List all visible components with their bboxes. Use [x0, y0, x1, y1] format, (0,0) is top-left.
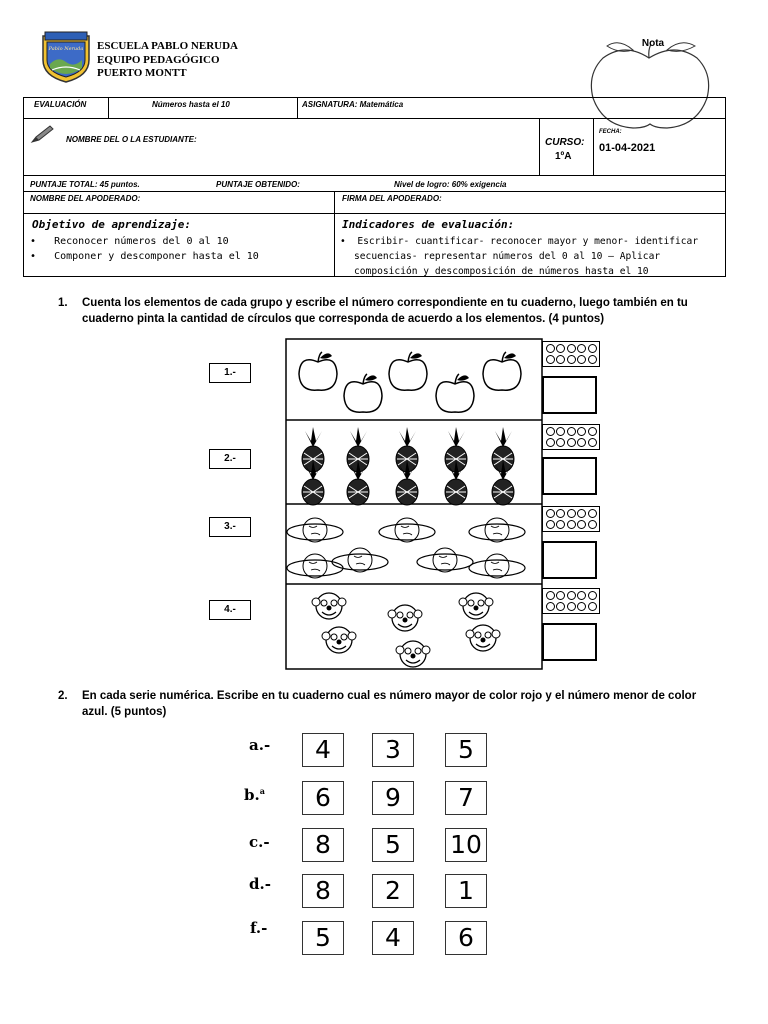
number-series-panel	[240, 722, 506, 962]
apple-picture	[299, 352, 337, 390]
question-2-number: 2.	[58, 690, 68, 702]
curso-value: 1ºA	[555, 151, 572, 162]
frame-circle	[546, 602, 555, 611]
clown-group	[312, 593, 500, 667]
asignatura: ASIGNATURA: Matemática	[302, 100, 404, 109]
frame-circle	[567, 520, 576, 529]
apple-group	[299, 352, 521, 412]
question-1-text: Cuenta los elementos de cada grupo y escribe el número correspondiente en tu cuaderno, luego también en tu cuaderno pinta la cantidad de círculos que corresponda de acuerdo a los elementos. (4 puntos)	[82, 297, 688, 325]
group-label-3: 3.-	[209, 517, 251, 537]
frame-circle	[588, 427, 597, 436]
indicador-line: composición y descomposición de números hasta el 10	[354, 266, 649, 277]
fecha-label: FECHA:	[599, 129, 622, 135]
planet-picture	[332, 548, 388, 572]
series-label-a: a.-	[249, 736, 271, 754]
indicador-line: secuencias- representar números del 0 al 10 – Aplicar	[354, 251, 661, 262]
firma-label: FIRMA DEL APODERADO:	[342, 194, 442, 203]
frame-circle	[556, 438, 565, 447]
series-b-value-1: 6	[302, 781, 344, 815]
puntaje-obtenido: PUNTAJE OBTENIDO:	[216, 180, 300, 189]
planet-group	[287, 518, 525, 578]
frame-circle	[567, 355, 576, 364]
counting-groups-figure	[285, 338, 543, 670]
frame-circle	[588, 509, 597, 518]
frame-circle	[567, 438, 576, 447]
pencil-icon	[30, 124, 54, 144]
planet-picture	[379, 518, 435, 542]
series-a-value-1: 4	[302, 733, 344, 767]
curso-label: CURSO:	[545, 137, 585, 148]
evaluacion-label: EVALUACIÓN	[34, 100, 87, 109]
objetivo-title: Objetivo de aprendizaje:	[32, 218, 191, 231]
planet-picture	[287, 518, 343, 542]
frame-circle	[588, 438, 597, 447]
apple-picture	[483, 352, 521, 390]
clown-picture	[466, 625, 500, 651]
clown-picture	[459, 593, 493, 619]
evaluacion-value: Números hasta el 10	[152, 100, 230, 109]
ten-frame-card-3	[542, 506, 600, 532]
frame-circle	[546, 520, 555, 529]
series-d-value-2: 2	[372, 874, 414, 908]
frame-circle	[567, 591, 576, 600]
question-2-text: En cada serie numérica. Escribe en tu cuaderno cual es número mayor de color rojo y el número menor de color azul. (5 puntos)	[82, 690, 697, 718]
series-label-f: f.-	[250, 919, 268, 937]
apple-picture	[389, 352, 427, 390]
school-city: PUERTO MONTT	[97, 67, 187, 79]
planet-picture	[469, 518, 525, 542]
frame-circle	[588, 520, 597, 529]
objetivo-item: • Componer y descomponer hasta el 10	[30, 251, 259, 262]
frame-circle	[546, 438, 555, 447]
clown-picture	[388, 605, 422, 631]
frame-circle	[546, 355, 555, 364]
series-f-value-2: 4	[372, 921, 414, 955]
frame-circle	[546, 509, 555, 518]
frame-circle	[577, 591, 586, 600]
apple-picture	[344, 374, 382, 412]
series-label-c: c.-	[249, 833, 270, 851]
series-c-value-2: 5	[372, 828, 414, 862]
indicadores-title: Indicadores de evaluación:	[342, 218, 515, 231]
school-info	[97, 40, 238, 81]
frame-circle	[546, 344, 555, 353]
series-d-value-3: 1	[445, 874, 487, 908]
group-label-2: 2.-	[209, 449, 251, 469]
frame-circle	[556, 602, 565, 611]
series-c-value-1: 8	[302, 828, 344, 862]
series-b-value-3: 7	[445, 781, 487, 815]
frame-circle	[588, 355, 597, 364]
frame-circle	[577, 509, 586, 518]
series-a-value-3: 5	[445, 733, 487, 767]
apoderado-label: NOMBRE DEL APODERADO:	[30, 194, 141, 203]
indicadores-list	[340, 234, 698, 279]
planet-picture	[417, 548, 473, 572]
series-c-value-3: 10	[445, 828, 487, 862]
nivel-logro: Nivel de logro: 60% exigencia	[394, 180, 507, 189]
answer-box-3	[542, 541, 597, 579]
answer-box-1	[542, 376, 597, 414]
indicador-line: • Escribir- cuantificar- reconocer mayor y menor- identificar	[340, 236, 699, 247]
school-team: EQUIPO PEDAGÓGICO	[97, 53, 220, 66]
clown-picture	[322, 627, 356, 653]
series-b-value-2: 9	[372, 781, 414, 815]
nota-label: Nota	[641, 38, 665, 49]
series-a-value-2: 3	[372, 733, 414, 767]
frame-circle	[567, 344, 576, 353]
frame-circle	[556, 344, 565, 353]
fecha-value: 01-04-2021	[599, 142, 656, 154]
frame-circle	[577, 344, 586, 353]
frame-circle	[577, 602, 586, 611]
puntaje-total: PUNTAJE TOTAL: 45 puntos.	[30, 180, 140, 189]
ten-frame-card-1	[542, 341, 600, 367]
series-f-value-3: 6	[445, 921, 487, 955]
frame-circle	[577, 427, 586, 436]
frame-circle	[556, 591, 565, 600]
frame-circle	[588, 602, 597, 611]
frame-circle	[588, 344, 597, 353]
student-name-label: NOMBRE DEL O LA ESTUDIANTE:	[66, 135, 197, 144]
answer-box-2	[542, 457, 597, 495]
ten-frame-card-2	[542, 424, 600, 450]
frame-circle	[567, 602, 576, 611]
objetivo-item: • Reconocer números del 0 al 10	[30, 236, 229, 247]
ten-frame-card-4	[542, 588, 600, 614]
group-label-1: 1.-	[209, 363, 251, 383]
frame-circle	[577, 438, 586, 447]
frame-circle	[556, 355, 565, 364]
series-label-d: d.-	[249, 875, 271, 893]
frame-circle	[556, 427, 565, 436]
frame-circle	[567, 509, 576, 518]
clown-picture	[396, 641, 430, 667]
frame-circle	[546, 427, 555, 436]
series-label-b: b.$^a$	[244, 786, 265, 804]
school-name: ESCUELA PABLO NERUDA	[97, 40, 238, 52]
question-1-number: 1.	[58, 297, 68, 309]
frame-circle	[556, 520, 565, 529]
frame-circle	[567, 427, 576, 436]
planet-picture	[469, 554, 525, 578]
group-label-4: 4.-	[209, 600, 251, 620]
frame-circle	[577, 520, 586, 529]
frame-circle	[556, 509, 565, 518]
crest-text: Pablo Neruda	[48, 46, 84, 52]
answer-box-4	[542, 623, 597, 661]
series-f-value-1: 5	[302, 921, 344, 955]
clown-picture	[312, 593, 346, 619]
school-crest-logo	[40, 30, 92, 84]
pineapple-group	[302, 427, 514, 505]
frame-circle	[588, 591, 597, 600]
series-d-value-1: 8	[302, 874, 344, 908]
objetivo-list	[30, 234, 259, 264]
apple-picture	[436, 374, 474, 412]
frame-circle	[546, 591, 555, 600]
header-table	[23, 97, 726, 277]
frame-circle	[577, 355, 586, 364]
